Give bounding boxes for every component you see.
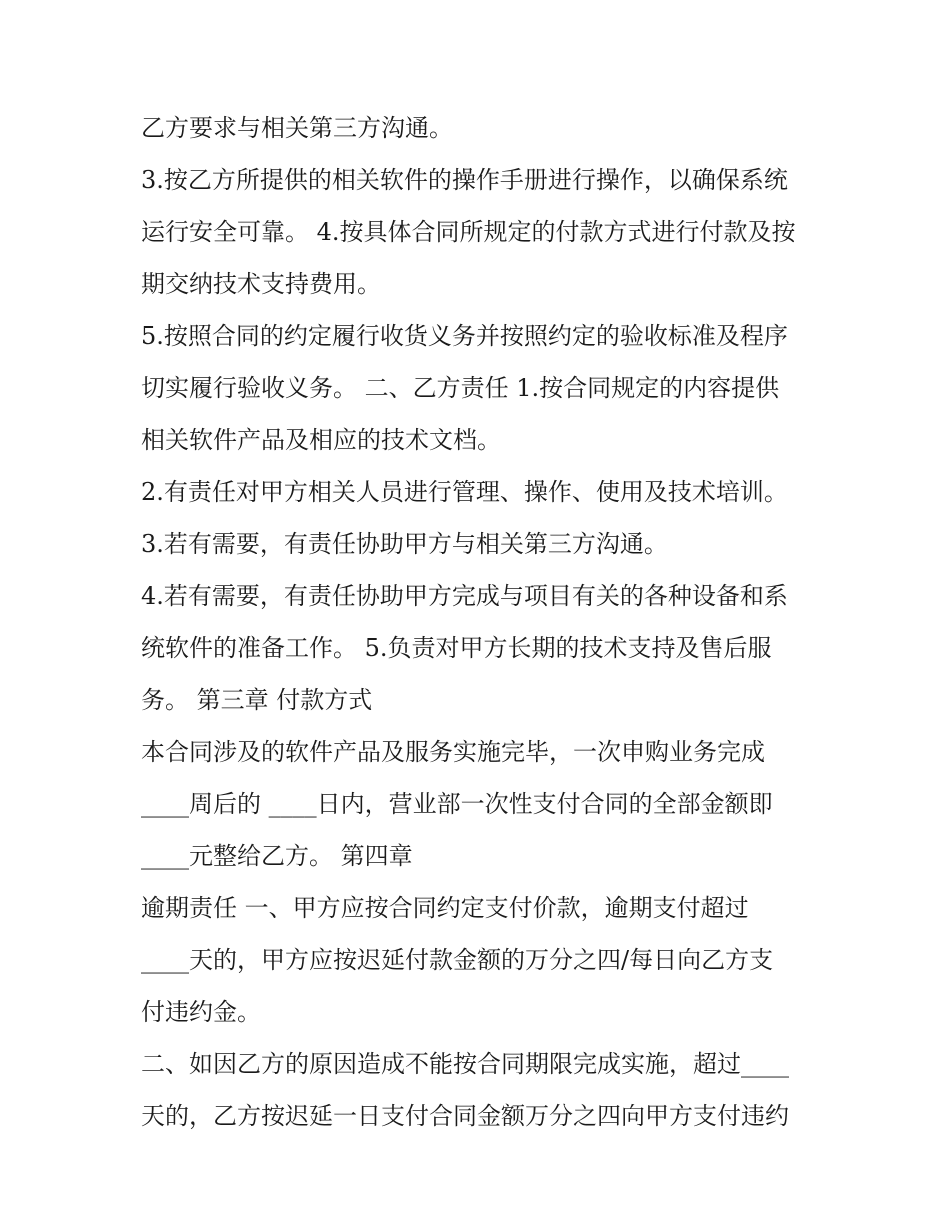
text-line: ____天的，甲方应按迟延付款金额的万分之四/每日向乙方支 [141,946,774,974]
text-line: 务。 第三章 付款方式 [141,686,373,714]
text-line: 相关软件产品及相应的技术文档。 [141,426,501,454]
text-line: 4.若有需要，有责任协助甲方完成与项目有关的各种设备和系 [141,582,788,610]
text-line: 5.按照合同的约定履行收货义务并按照约定的验收标准及程序 [141,322,788,350]
text-line: 天的，乙方按迟延一日支付合同金额万分之四向甲方支付违约 [141,1102,789,1130]
text-line: 运行安全可靠。 4.按具体合同所规定的付款方式进行付款及按 [141,218,796,246]
text-line: 3.若有需要，有责任协助甲方与相关第三方沟通。 [141,530,668,558]
text-line: 2.有责任对甲方相关人员进行管理、操作、使用及技术培训。 [141,478,788,506]
text-line: 3.按乙方所提供的相关软件的操作手册进行操作，以确保系统 [141,166,788,194]
text-line: 本合同涉及的软件产品及服务实施完毕，一次申购业务完成 [141,738,765,766]
text-line: 统软件的准备工作。 5.负责对甲方长期的技术支持及售后服 [141,634,772,662]
text-line: ____周后的 ____日内，营业部一次性支付合同的全部金额即 [141,790,773,818]
text-line: 切实履行验收义务。 二、乙方责任 1.按合同规定的内容提供 [141,374,780,402]
text-line: 乙方要求与相关第三方沟通。 [141,114,453,142]
text-line: ____元整给乙方。 第四章 [141,842,413,870]
text-line: 逾期责任 一、甲方应按合同约定支付价款，逾期支付超过 [141,894,749,922]
text-line: 二、如因乙方的原因造成不能按合同期限完成实施，超过____ [141,1050,789,1078]
text-line: 付违约金。 [141,998,261,1026]
text-line: 期交纳技术支持费用。 [141,270,381,298]
